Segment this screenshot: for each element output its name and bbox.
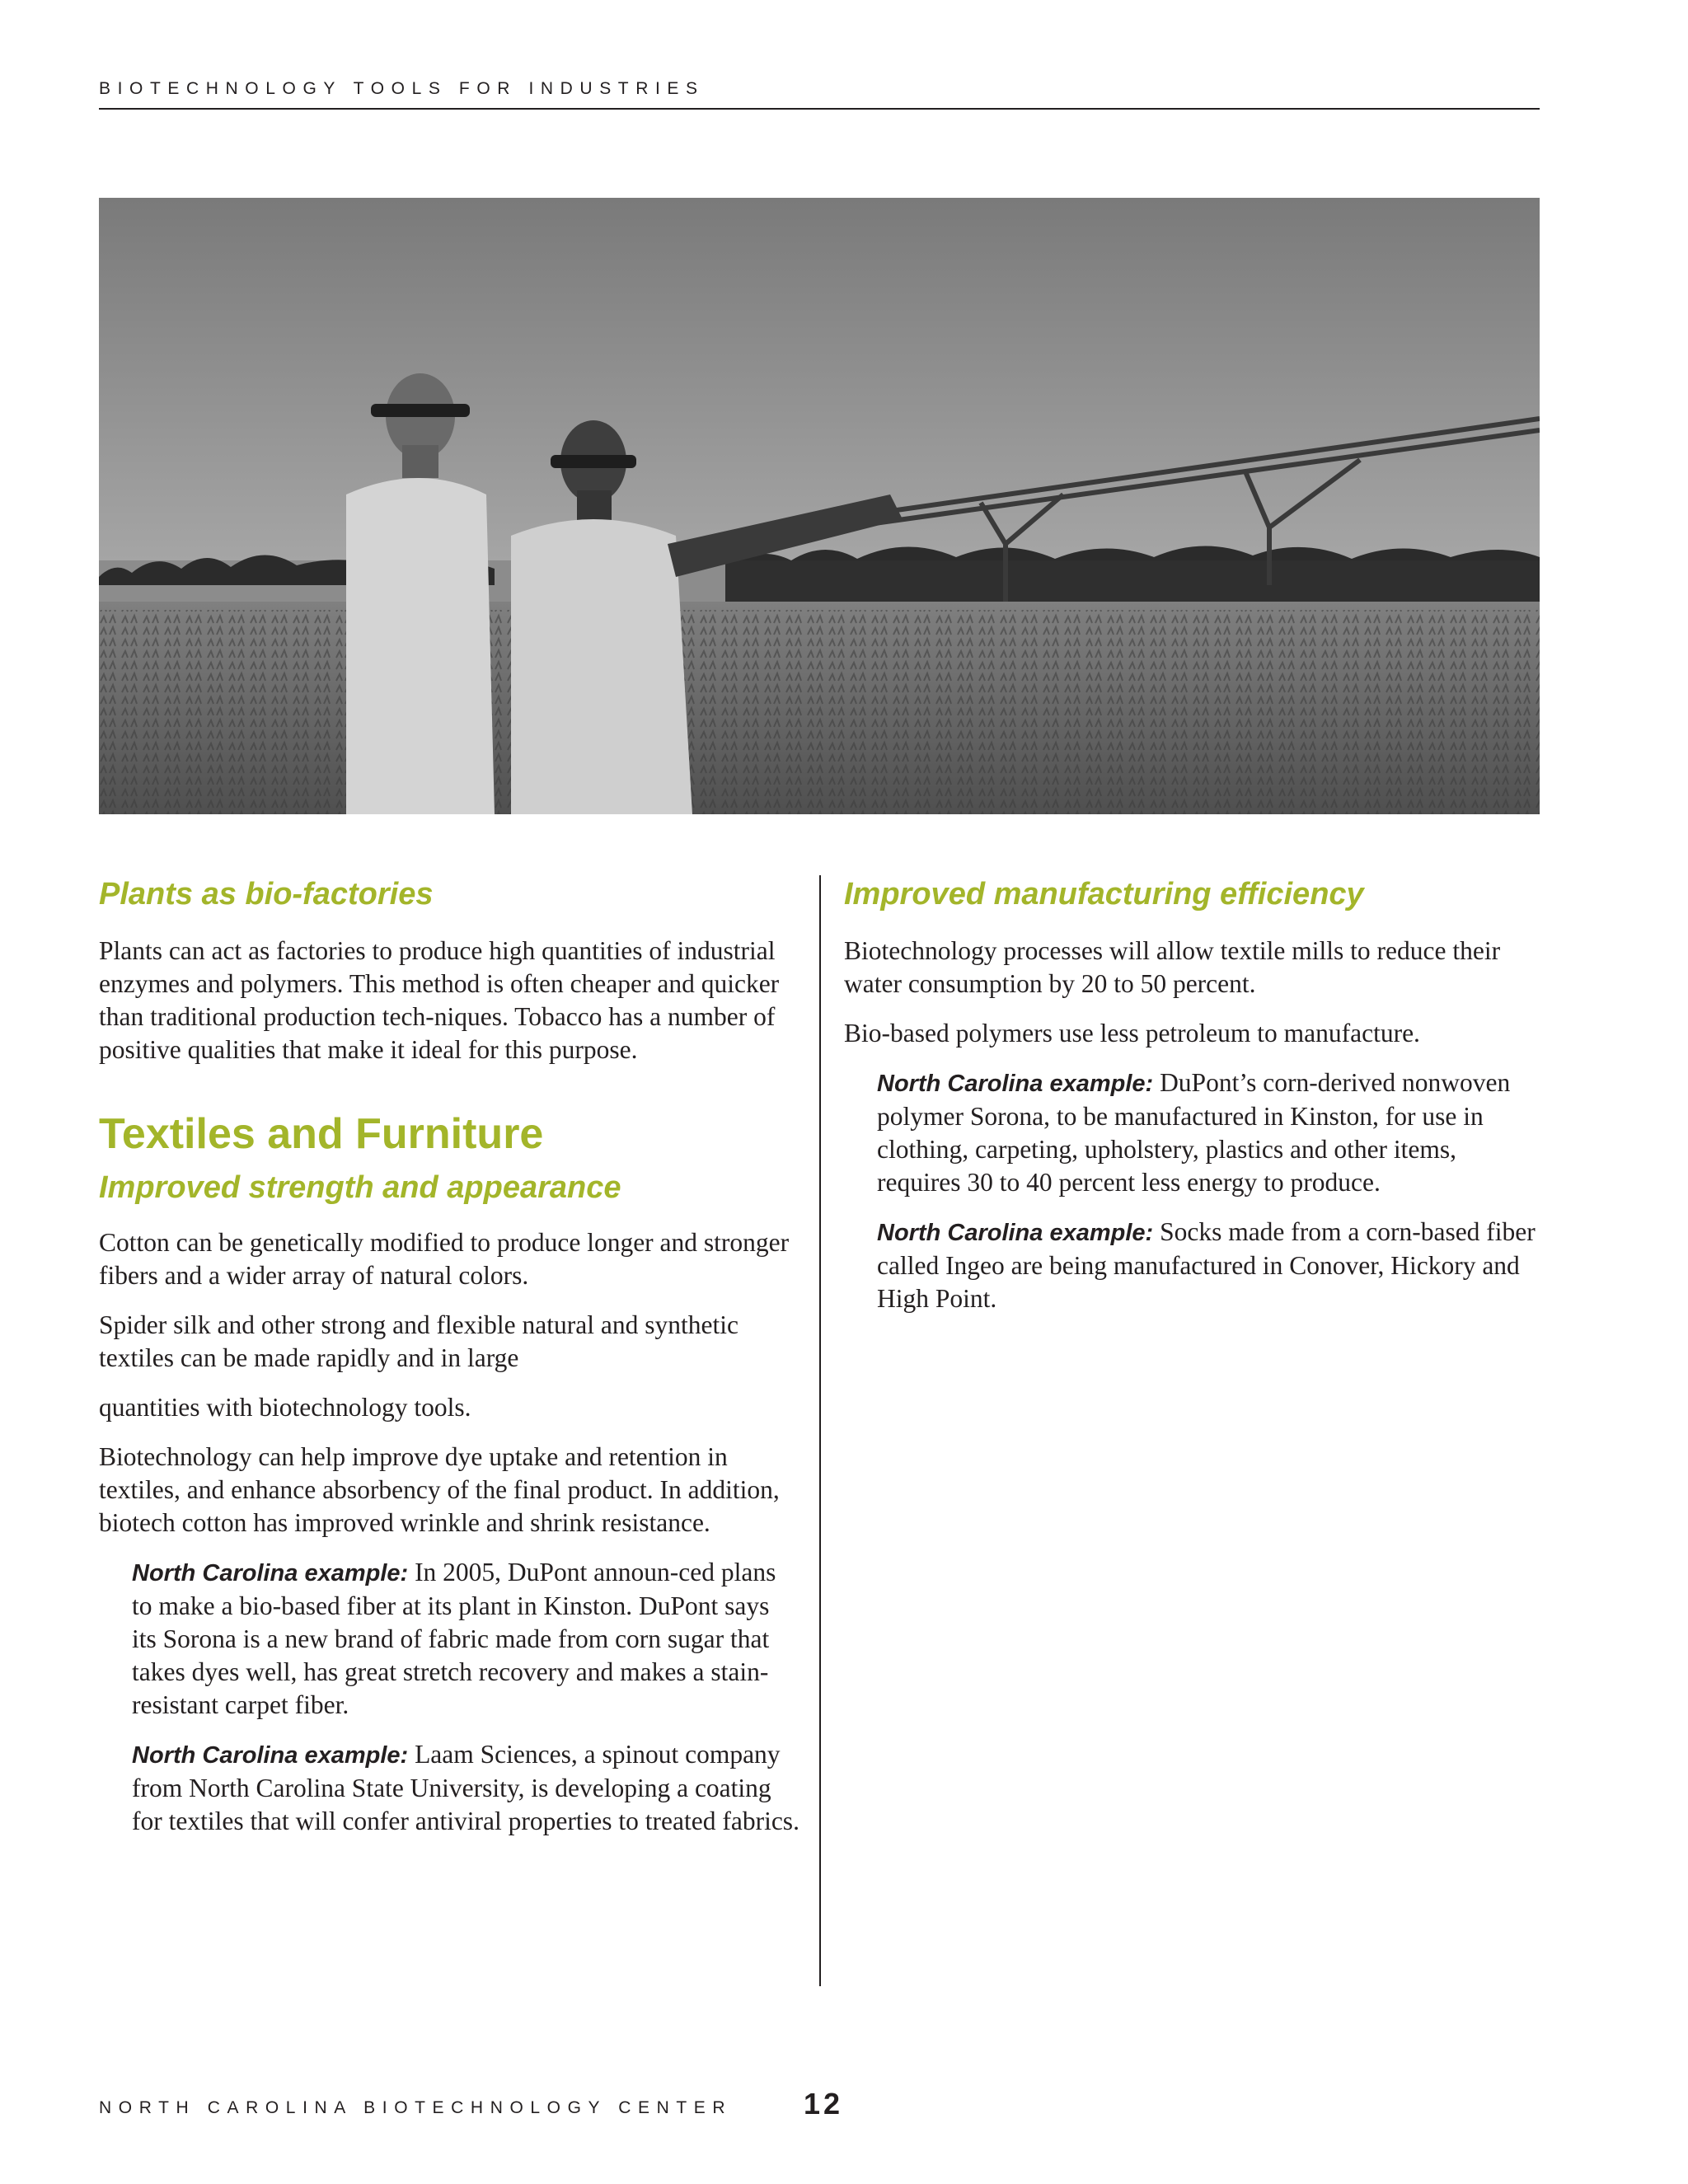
sky: [99, 198, 1540, 560]
example-dupont-kinston: [99, 1556, 799, 1722]
cotton-paragraph: Cotton can be genetically modified to produce longer and stronger fibers and a wider array of natural colors.: [99, 1228, 790, 1290]
example-text: In 2005, DuPont announ-ced plans to make a bio-based fiber at its plant in Kinston. DuPont says its Sorona is a new brand of fabric made from corn sugar that takes dyes well, has great stretch recovery and makes a stain-resistant carpet fiber.: [132, 1558, 776, 1719]
water-paragraph: Biotechnology processes will allow textile mills to reduce their water consumption by 20 to 50 percent.: [844, 936, 1501, 998]
spider-paragraph: Spider silk and other strong and flexible natural and synthetic textiles can be made rapidly and in large: [99, 1310, 738, 1372]
running-head: BIOTECHNOLOGY TOOLS FOR INDUSTRIES: [99, 79, 705, 98]
spider-paragraph-continued: quantities with biotechnology tools.: [99, 1393, 471, 1422]
example-ingeo: [844, 1216, 1540, 1315]
example-text: Socks made from a corn-based fiber called Ingeo are being manufactured in Conover, Hickory and High Point.: [877, 1217, 1536, 1313]
dye-paragraph: Biotechnology can help improve dye uptake and retention in textiles, and enhance absorbency of the final product. In addition, biotech cotton has improved wrinkle and shrink resistance.: [99, 1442, 780, 1537]
efficiency-heading: Improved manufacturing efficiency: [844, 877, 1364, 912]
example-label: North Carolina example:: [877, 1071, 1154, 1097]
left-column: [99, 875, 799, 1838]
example-text: DuPont’s corn-derived nonwoven polymer Sorona, to be manufactured in Kinston, for use in clothing, carpeting, upholstery, plastics and other items, requires 30 to 40 percent less energy to produce.: [877, 1068, 1511, 1197]
farm-photo: [99, 198, 1540, 814]
plants-heading: Plants as bio-factories: [99, 877, 434, 912]
footer-org: NORTH CAROLINA BIOTECHNOLOGY CENTER: [99, 2098, 733, 2117]
header-rule: [99, 108, 1540, 110]
polymers-paragraph: Bio-based polymers use less petroleum to manufacture.: [844, 1019, 1420, 1047]
textiles-heading: Textiles and Furniture: [99, 1110, 544, 1158]
example-label: North Carolina example:: [132, 1560, 409, 1586]
strength-heading: Improved strength and appearance: [99, 1170, 621, 1205]
right-column: [844, 875, 1540, 1315]
farm-photo-illustration: [99, 198, 1540, 814]
example-text: Laam Sciences, a spinout company from North Carolina State University, is developing a coating for textiles that will confer antiviral properties to treated fabrics.: [132, 1740, 799, 1835]
plants-paragraph: Plants can act as factories to produce high quantities of industrial enzymes and polymers. This method is often cheaper and quicker than traditional production tech-niques. Tobacco has a number of positive qualities that make it ideal for this purpose.: [99, 936, 780, 1064]
example-laam-sciences: [99, 1738, 799, 1838]
example-label: North Carolina example:: [132, 1742, 409, 1769]
example-label: North Carolina example:: [877, 1220, 1154, 1246]
column-divider: [819, 875, 821, 1986]
example-sorona: [844, 1066, 1540, 1199]
crop-rows: [99, 610, 1540, 814]
page-number: 12: [804, 2087, 844, 2121]
